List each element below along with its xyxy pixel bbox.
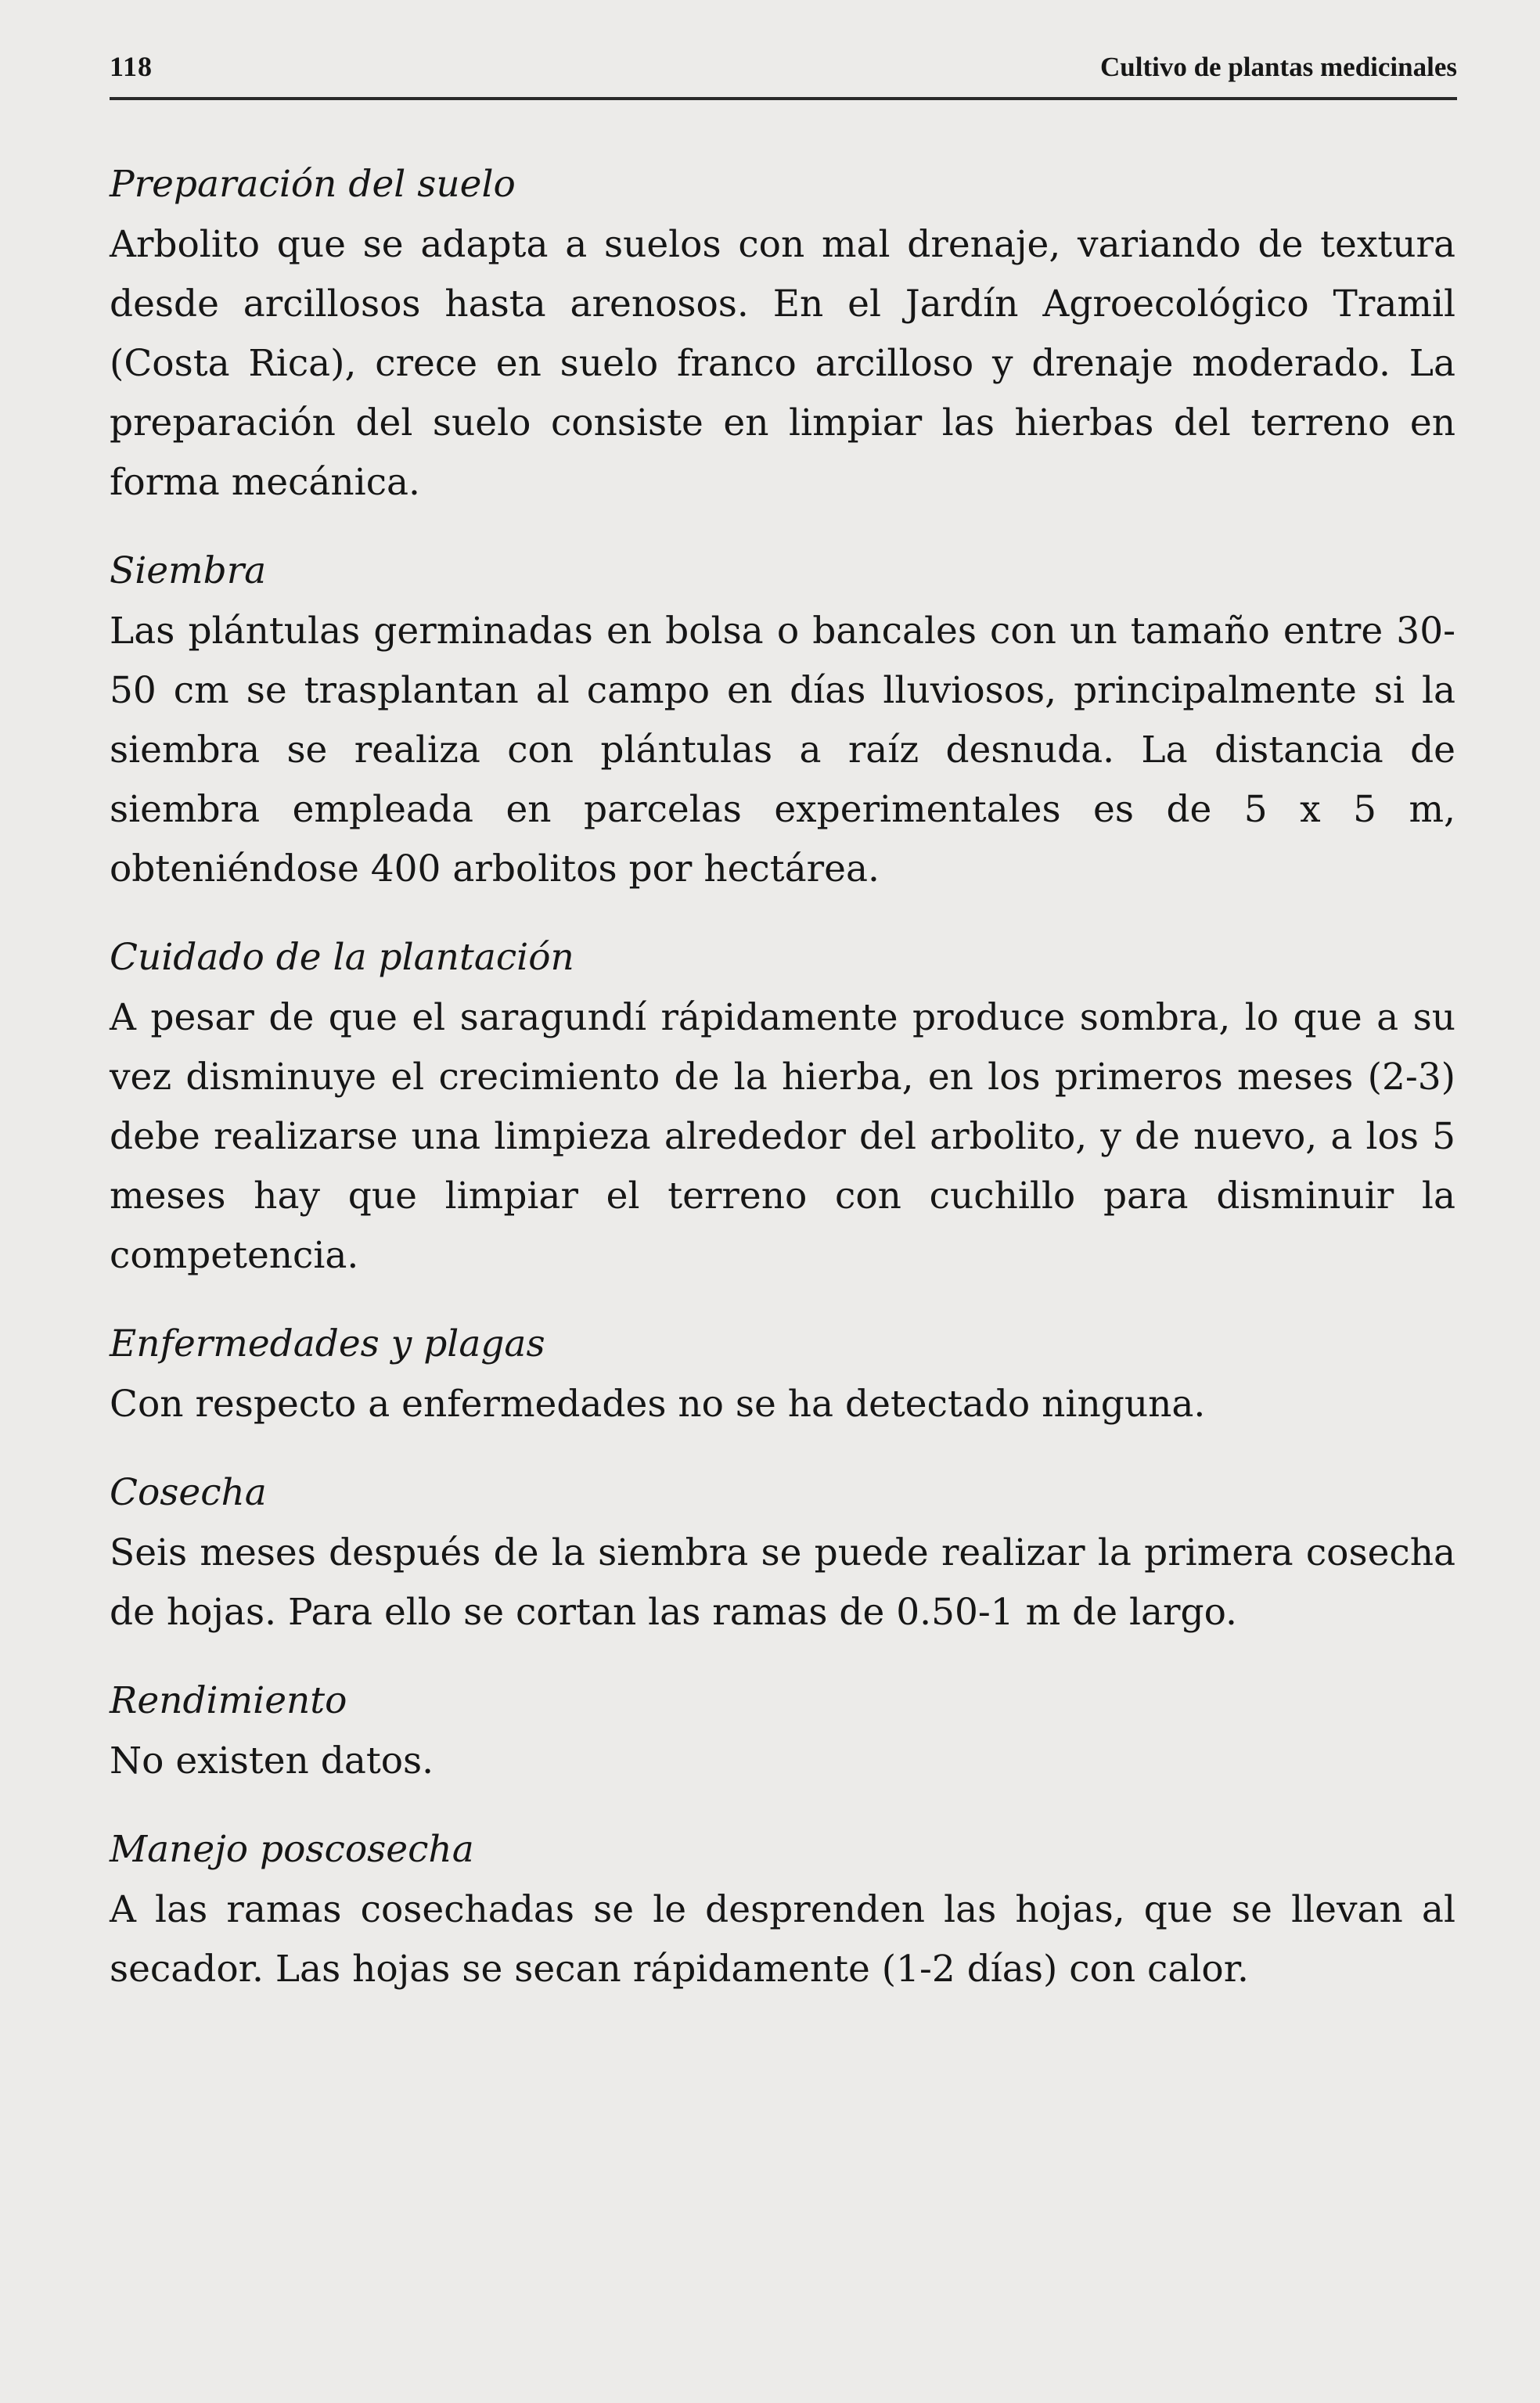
- running-book-title: Cultivo de plantas medicinales: [1099, 52, 1457, 82]
- section-heading: Manejo poscosecha: [110, 1828, 474, 1871]
- section-plantation-care: [110, 934, 1455, 1286]
- section-paragraph: Con respecto a enfermedades no se ha detectado ninguna.: [110, 1383, 1206, 1426]
- section-heading: Rendimiento: [110, 1679, 347, 1722]
- section-heading: Cosecha: [110, 1471, 267, 1514]
- section-heading: Enfermedades y plagas: [110, 1322, 545, 1365]
- section-harvest: [110, 1469, 1455, 1642]
- section-postharvest: [110, 1826, 1455, 1999]
- running-header: [110, 49, 1457, 100]
- section-paragraph: Las plántulas germinadas en bolsa o bancales con un tamaño entre 30-50 cm se trasplantan al campo en días lluviosos, principalmente si la siembra se realiza con plántulas a raíz desnuda. La distancia de siembra empleada en parcelas experimentales es de 5 x 5 m, obteniéndose 400 arbolitos por hectárea.: [110, 610, 1455, 890]
- section-paragraph: Arbolito que se adapta a suelos con mal drenaje, variando de textura desde arcillosos hasta arenosos. En el Jardín Agroecológico Tramil (Costa Rica), crece en suelo franco arcilloso y drenaje moderado. La preparación del suelo consiste en limpiar las hierbas del terreno en forma mecánica.: [110, 223, 1455, 504]
- section-yield: [110, 1677, 1455, 1791]
- section-heading: Preparación del suelo: [110, 163, 516, 206]
- section-soil-preparation: [110, 160, 1455, 513]
- section-diseases-pests: [110, 1320, 1455, 1434]
- section-heading: Cuidado de la plantación: [110, 936, 574, 979]
- page-number: 118: [110, 51, 153, 82]
- body-text: [110, 160, 1455, 1999]
- section-sowing: [110, 547, 1455, 899]
- section-paragraph: Seis meses después de la siembra se puede realizar la primera cosecha de hojas. Para ello se cortan las ramas de 0.50-1 m de largo.: [110, 1531, 1455, 1634]
- section-heading: Siembra: [110, 549, 267, 592]
- section-paragraph: No existen datos.: [110, 1739, 434, 1782]
- section-paragraph: A pesar de que el saragundí rápidamente produce sombra, lo que a su vez disminuye el crecimiento de la hierba, en los primeros meses (2-3) debe realizarse una limpieza alrededor del arbolito, y de nuevo, a los 5 meses hay que limpiar el terreno con cuchillo para disminuir la competencia.: [110, 996, 1455, 1277]
- section-paragraph: A las ramas cosechadas se le desprenden las hojas, que se llevan al secador. Las hojas se secan rápidamente (1-2 días) con calor.: [110, 1888, 1455, 1991]
